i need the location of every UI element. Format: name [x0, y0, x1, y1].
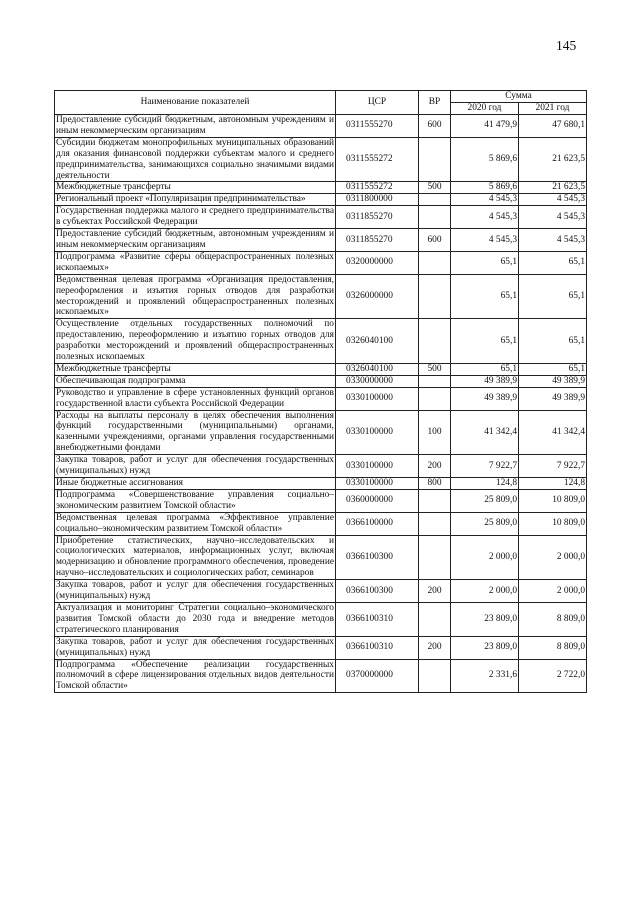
row-2021-cell: 49 389,9 — [519, 387, 587, 410]
row-name-cell: Межбюджетные трансферты — [55, 363, 336, 375]
row-name-cell: Межбюджетные трансферты — [55, 182, 336, 194]
row-vr-cell — [419, 206, 451, 229]
row-name-cell: Подпрограмма «Развитие сферы общераспространенных полезных ископаемых» — [56, 251, 334, 273]
row-csr-cell: 0326040100 — [336, 319, 419, 364]
row-csr-cell: 0326040100 — [336, 363, 419, 375]
row-name-cell: Субсидии бюджетам монопрофильных муниципальных образований для оказания финансовой поддержки субъектам малого и среднего предпринимательства, занимающихся социально значимыми видами деятельности — [56, 137, 334, 181]
table-row — [55, 115, 587, 138]
row-csr-cell: 0326000000 — [336, 274, 419, 319]
row-csr-cell: 0330000000 — [336, 375, 419, 387]
row-csr-cell: 0366100300 — [336, 580, 419, 603]
row-vr-cell — [419, 375, 451, 387]
row-name-cell: Региональный проект «Популяризация предпринимательства» — [55, 194, 336, 206]
row-2020-cell: 49 389,9 — [451, 387, 519, 410]
row-name-cell: Приобретение статистических, научно–исследовательских и социологических материалов, информационных услуг, включая модернизацию и обновление программного обеспечения, проведение научно–исследовательских и социологических работ, семинаров — [56, 535, 334, 579]
row-vr-cell — [419, 387, 451, 410]
row-2020-cell: 25 809,0 — [451, 489, 519, 512]
row-vr-cell — [419, 137, 451, 182]
column-header-sum: Сумма — [451, 91, 587, 103]
table-row — [55, 455, 587, 478]
row-2020-cell: 4 545,3 — [451, 206, 519, 229]
row-name-cell: Подпрограмма «Обеспечение реализации государственных полномочий в сфере лицензирования отдельных видов деятельности Томской области» — [56, 659, 334, 692]
row-name-cell: Руководство и управление в сфере установленных функций органов государственной власти субъекта Российской Федерации — [56, 387, 334, 409]
row-2021-cell: 65,1 — [519, 274, 587, 319]
row-2021-cell: 41 342,4 — [519, 410, 587, 455]
row-2020-cell: 65,1 — [451, 319, 519, 364]
row-vr-cell — [419, 489, 451, 512]
row-2021-cell: 2 000,0 — [519, 580, 587, 603]
row-vr-cell — [419, 659, 451, 693]
row-csr-cell: 0311555270 — [336, 115, 419, 138]
row-name-cell: Осуществление отдельных государственных полномочий по предоставлению, переоформлению и изъятию горных отводов для разработки месторождений и проявлений общераспространенных полезных ископаемых — [56, 319, 334, 363]
row-csr-cell: 0330100000 — [336, 478, 419, 490]
table-row — [55, 602, 587, 636]
row-vr-cell: 800 — [419, 478, 451, 490]
row-csr-cell: 0311800000 — [336, 194, 419, 206]
row-csr-cell: 0311555272 — [336, 182, 419, 194]
table-row — [55, 410, 587, 455]
row-vr-cell: 200 — [419, 580, 451, 603]
column-header-name: Наименование показателей — [55, 91, 336, 115]
row-vr-cell: 500 — [419, 182, 451, 194]
table-row — [55, 375, 587, 387]
row-vr-cell: 600 — [419, 115, 451, 138]
row-2020-cell: 4 545,3 — [451, 194, 519, 206]
row-name-cell: Расходы на выплаты персоналу в целях обеспечения выполнения функций государственными (муниципальными) органами, казенными учреждениями, органами управления государственными внебюджетными фондами — [56, 410, 334, 454]
row-csr-cell: 0311855270 — [336, 229, 419, 252]
page-number: 145 — [556, 38, 577, 53]
table-row — [55, 535, 587, 580]
row-vr-cell — [419, 535, 451, 580]
table-row — [55, 636, 587, 659]
table-row — [55, 363, 587, 375]
row-vr-cell: 200 — [419, 636, 451, 659]
row-2020-cell: 2 000,0 — [451, 580, 519, 603]
row-csr-cell: 0311555272 — [336, 137, 419, 182]
table-row — [55, 659, 587, 693]
row-2021-cell: 124,8 — [519, 478, 587, 490]
row-vr-cell — [419, 512, 451, 535]
row-vr-cell — [419, 194, 451, 206]
table-row — [55, 387, 587, 410]
row-vr-cell — [419, 251, 451, 274]
table-row — [55, 206, 587, 229]
column-header-csr: ЦСР — [336, 91, 419, 115]
row-2021-cell: 47 680,1 — [519, 115, 587, 138]
row-2020-cell: 49 389,9 — [451, 375, 519, 387]
row-vr-cell — [419, 319, 451, 364]
row-name-cell: Государственная поддержка малого и среднего предпринимательства в субъектах Российской Федерации — [56, 206, 334, 228]
table-row — [55, 319, 587, 364]
row-2020-cell: 23 809,0 — [451, 602, 519, 636]
row-2021-cell: 4 545,3 — [519, 206, 587, 229]
row-name-cell: Актуализация и мониторинг Стратегии социально–экономического развития Томской области до 2030 года и внедрение методов стратегического планирования — [56, 602, 334, 635]
row-2021-cell: 65,1 — [519, 251, 587, 274]
row-2020-cell: 25 809,0 — [451, 512, 519, 535]
row-vr-cell — [419, 274, 451, 319]
row-vr-cell — [419, 602, 451, 636]
row-2020-cell: 23 809,0 — [451, 636, 519, 659]
row-2021-cell: 10 809,0 — [519, 489, 587, 512]
table-row — [55, 274, 587, 319]
row-2021-cell: 2 722,0 — [519, 659, 587, 693]
row-csr-cell: 0330100000 — [336, 410, 419, 455]
row-2021-cell: 4 545,3 — [519, 229, 587, 252]
table-row — [55, 478, 587, 490]
row-name-cell: Закупка товаров, работ и услуг для обеспечения государственных (муниципальных) нужд — [56, 455, 334, 477]
row-name-cell: Обеспечивающая подпрограмма — [55, 375, 336, 387]
row-2021-cell: 7 922,7 — [519, 455, 587, 478]
row-2020-cell: 65,1 — [451, 274, 519, 319]
row-2020-cell: 41 342,4 — [451, 410, 519, 455]
row-2020-cell: 5 869,6 — [451, 137, 519, 182]
table-row — [55, 489, 587, 512]
row-2020-cell: 65,1 — [451, 363, 519, 375]
table-row — [55, 251, 587, 274]
row-name-cell: Предоставление субсидий бюджетным, автономным учреждениям и иным некоммерческим организациям — [56, 229, 334, 250]
row-2021-cell: 2 000,0 — [519, 535, 587, 580]
table-row — [55, 137, 587, 182]
table-row — [55, 182, 587, 194]
row-csr-cell: 0360000000 — [336, 489, 419, 512]
row-vr-cell: 200 — [419, 455, 451, 478]
row-name-cell: Подпрограмма «Совершенствование управления социально–экономическим развитием Томской области» — [56, 489, 334, 511]
row-name-cell: Предоставление субсидий бюджетным, автономным учреждениям и иным некоммерческим организациям — [56, 115, 334, 136]
row-csr-cell: 0330100000 — [336, 455, 419, 478]
row-2020-cell: 2 000,0 — [451, 535, 519, 580]
row-2021-cell: 21 623,5 — [519, 137, 587, 182]
column-header-vr: ВР — [419, 91, 451, 115]
row-2020-cell: 65,1 — [451, 251, 519, 274]
column-header-year-2020: 2020 год — [451, 103, 519, 115]
row-vr-cell: 500 — [419, 363, 451, 375]
budget-table — [54, 90, 587, 693]
table-row — [55, 194, 587, 206]
row-csr-cell: 0366100000 — [336, 512, 419, 535]
table-row — [55, 580, 587, 603]
row-csr-cell: 0320000000 — [336, 251, 419, 274]
table-row — [55, 512, 587, 535]
row-2021-cell: 21 623,5 — [519, 182, 587, 194]
row-csr-cell: 0330100000 — [336, 387, 419, 410]
row-csr-cell: 0366100310 — [336, 602, 419, 636]
row-2021-cell: 8 809,0 — [519, 636, 587, 659]
row-2020-cell: 5 869,6 — [451, 182, 519, 194]
row-2021-cell: 49 389,9 — [519, 375, 587, 387]
row-2021-cell: 65,1 — [519, 319, 587, 364]
table-row — [55, 229, 587, 252]
row-name-cell: Закупка товаров, работ и услуг для обеспечения государственных (муниципальных) нужд — [56, 636, 334, 658]
row-2021-cell: 10 809,0 — [519, 512, 587, 535]
column-header-year-2021: 2021 год — [519, 103, 587, 115]
row-name-cell: Закупка товаров, работ и услуг для обеспечения государственных (муниципальных) нужд — [56, 580, 334, 602]
row-2020-cell: 124,8 — [451, 478, 519, 490]
row-2020-cell: 41 479,9 — [451, 115, 519, 138]
row-2020-cell: 7 922,7 — [451, 455, 519, 478]
row-name-cell: Ведомственная целевая программа «Организация предоставления, переоформления и изъятия горных отводов для разработки месторождений и проявлений общераспространенных полезных ископаемых» — [56, 274, 334, 318]
row-vr-cell: 100 — [419, 410, 451, 455]
row-2021-cell: 4 545,3 — [519, 194, 587, 206]
row-csr-cell: 0370000000 — [336, 659, 419, 693]
row-csr-cell: 0366100300 — [336, 535, 419, 580]
row-2021-cell: 8 809,0 — [519, 602, 587, 636]
row-2020-cell: 2 331,6 — [451, 659, 519, 693]
row-2021-cell: 65,1 — [519, 363, 587, 375]
row-2020-cell: 4 545,3 — [451, 229, 519, 252]
row-name-cell: Иные бюджетные ассигнования — [55, 478, 336, 490]
row-name-cell: Ведомственная целевая программа «Эффективное управление социально–экономическим развитием Томской области» — [56, 512, 334, 534]
row-vr-cell: 600 — [419, 229, 451, 252]
row-csr-cell: 0366100310 — [336, 636, 419, 659]
row-csr-cell: 0311855270 — [336, 206, 419, 229]
